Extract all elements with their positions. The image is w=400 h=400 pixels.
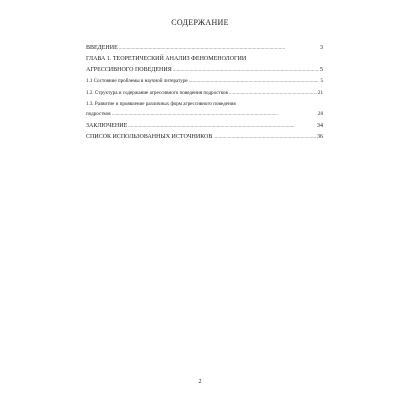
- toc-entry-label-line-2: подростков: [86, 111, 111, 118]
- toc-entry-page: 34: [317, 122, 323, 129]
- toc-entry-label: ЗАКЛЮЧЕНИЕ: [86, 122, 128, 129]
- dot-leader: [128, 121, 316, 132]
- toc-entry-section-1-3: [86, 99, 323, 121]
- toc-entry-label-line-1: 1.3. Развитие и проявление различных форм агрессивного поведения: [86, 101, 236, 108]
- page-title: СОДЕРЖАНИЕ: [171, 18, 229, 27]
- dot-leader: [119, 43, 319, 54]
- dot-leader: [173, 65, 319, 76]
- toc-entry-page: 3: [320, 45, 323, 51]
- toc-entry-intro: [86, 43, 323, 54]
- toc-entry-page: 5: [320, 66, 323, 73]
- toc-entry-chapter-1: [86, 54, 323, 76]
- toc-entry-conclusion: [86, 121, 323, 132]
- toc-entry-section-1-1: [86, 76, 323, 87]
- toc-entry-page: 36: [317, 134, 323, 141]
- dot-leader: [229, 88, 317, 99]
- dot-leader: [213, 132, 316, 143]
- toc-entry-sources: [86, 132, 323, 143]
- toc-entry-label: 1.2. Структура и содержание агрессивного поведения подростков: [86, 89, 228, 96]
- toc-entry-page: 28: [317, 111, 323, 118]
- toc-entry-section-1-2: [86, 88, 323, 99]
- toc-entry-label-line-1: ГЛАВА 1. ТЕОРЕТИЧЕСКИЙ АНАЛИЗ ФЕНОМЕНОЛОГИИ: [86, 56, 247, 63]
- toc-entry-label: 1.1 Состояние проблемы в научной литературе: [86, 78, 188, 85]
- dot-leader: [112, 109, 317, 120]
- toc-entry-label-line-2: АГРЕССИВНОГО ПОВЕДЕНИЯ: [86, 66, 172, 73]
- dot-leader: [189, 76, 320, 87]
- toc-entry-label: СПИСОК ИСПОЛЬЗОВАННЫХ ИСТОЧНИКОВ: [86, 134, 213, 141]
- toc-entry-page: 5: [320, 78, 323, 85]
- toc-entry-label: ВВЕДЕНИЕ: [86, 45, 118, 51]
- page-number: 2: [198, 379, 202, 385]
- toc-entry-page: 21: [317, 89, 323, 96]
- table-of-contents: [86, 43, 323, 144]
